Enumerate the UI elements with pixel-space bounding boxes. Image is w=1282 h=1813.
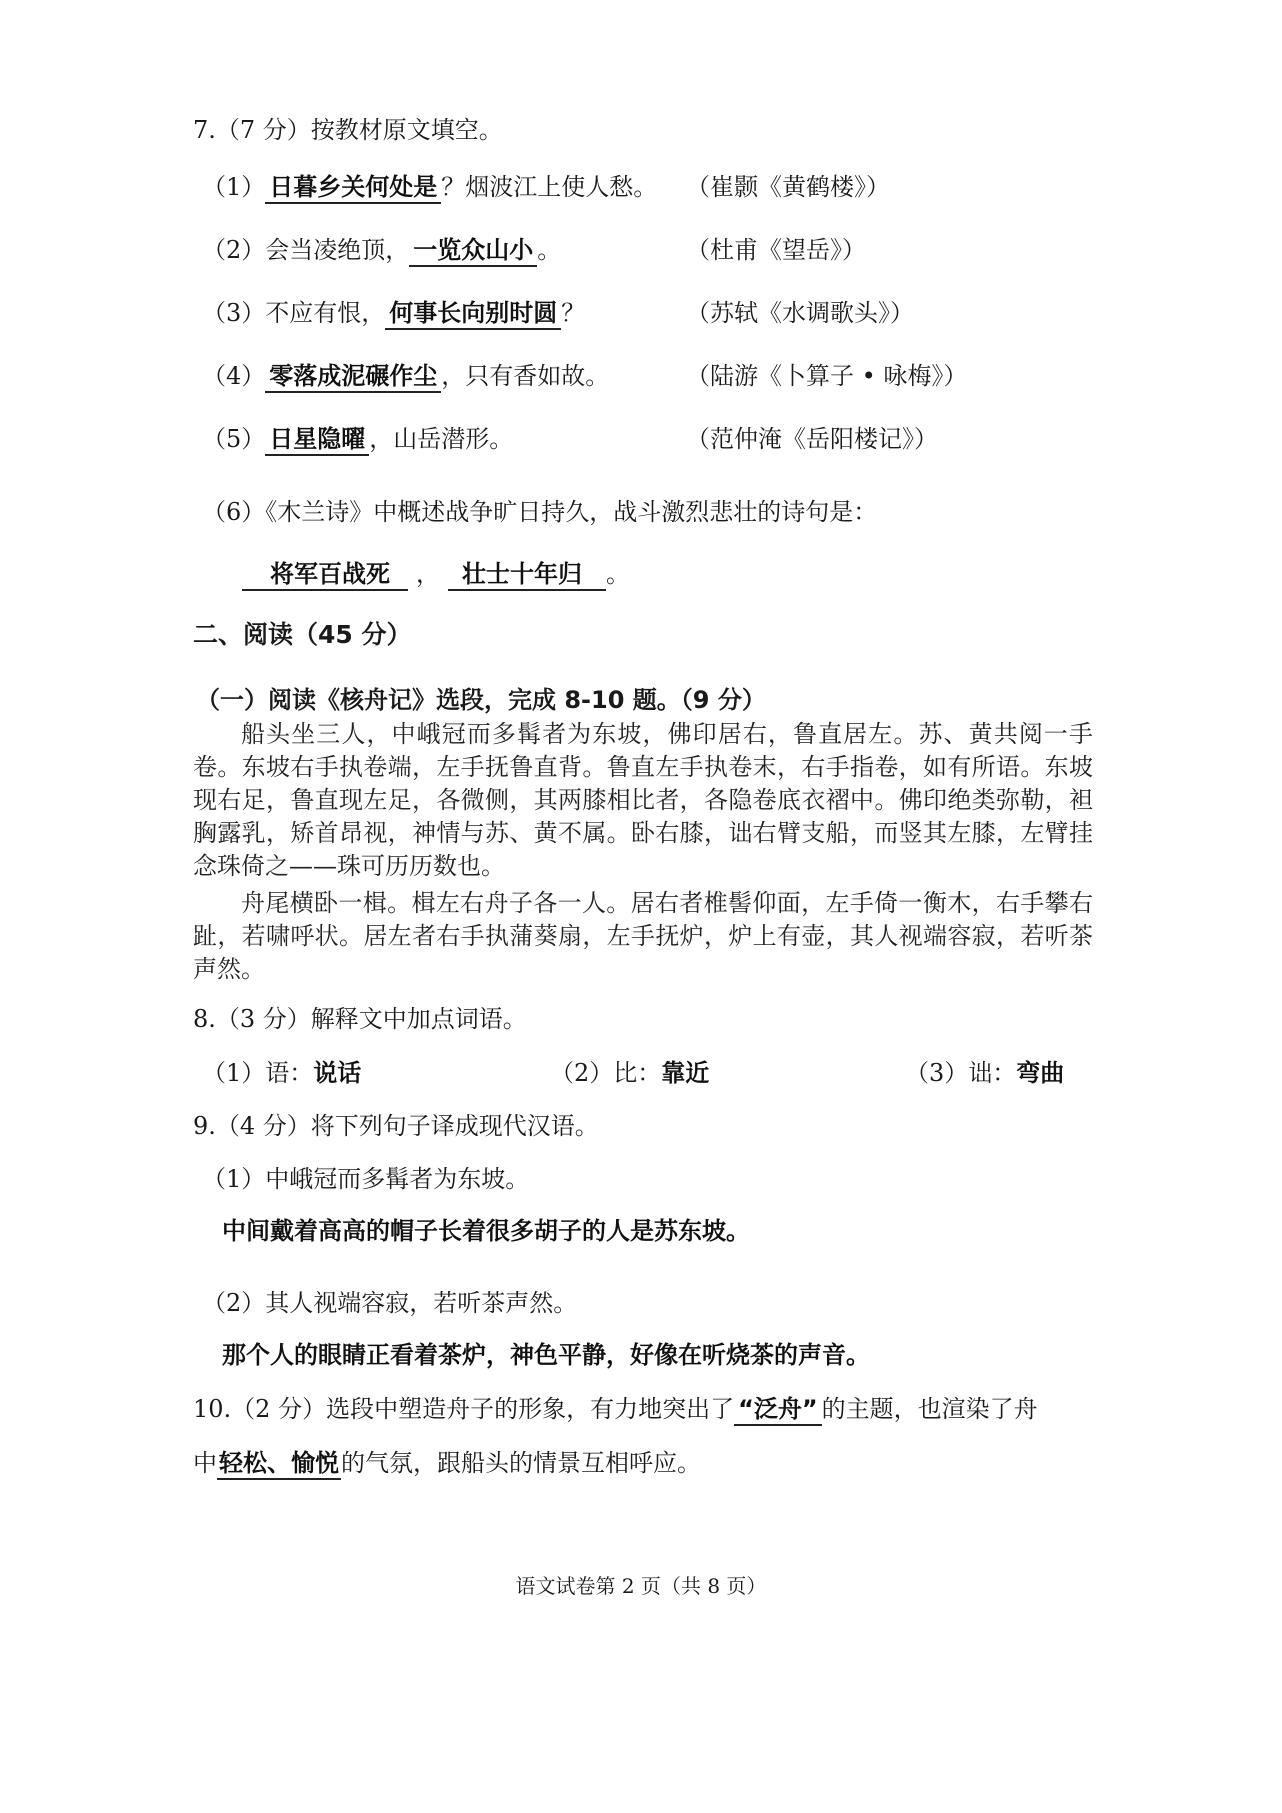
q7-answer-5: 日星隐曜 — [265, 424, 369, 456]
q7-answer-3: 何事长向别时圆 — [385, 298, 561, 330]
passage-paragraph-2: 舟尾横卧一楫。楫左右舟子各一人。居右者椎髻仰面，左手倚一衡木，右手攀右趾，若啸呼状。居左者右手执蒲葵扇，左手抚炉，炉上有壶，其人视端容寂，若听茶声然。 — [193, 889, 1093, 983]
q9-answer-1: 中间戴着高高的帽子长着很多胡子的人是苏东坡。 — [222, 1217, 750, 1245]
q7-header: 7.（7 分）按教材原文填空。 — [193, 116, 503, 144]
reading-subtitle: （一）阅读《核舟记》选段，完成 8-10 题。（9 分） — [196, 686, 766, 714]
q7-item-6-answer: 将军百战死 ， 壮士十年归 。 — [242, 558, 630, 591]
q7-item-6-prompt: （6）《木兰诗》中概述战争旷日持久，战斗激烈悲壮的诗句是： — [202, 498, 878, 526]
passage-paragraph-1: 船头坐三人，中峨冠而多髯者为东坡，佛印居右，鲁直居左。苏、黄共阅一手卷。东坡右手执卷端，左手抚鲁直背。鲁直左手执卷末，右手指卷，如有所语。东坡现右足，鲁直现左足，各微侧，其两膝相比者，各隐卷底衣褶中。佛印绝类弥勒，袒胸露乳，矫首昂视，神情与苏、黄不属。卧右膝，诎右臂支船，而竖其左膝，左臂挂念珠倚之——珠可历历数也。 — [193, 720, 1093, 880]
q7-source-1: （崔颢《黄鹤楼》） — [686, 173, 890, 201]
q8-answer-1: （1）语：说话 — [202, 1059, 362, 1087]
q7-item-1: （1） 日暮乡关何处是 ？烟波江上使人愁。 — [202, 171, 657, 204]
q7-answer-6a: 将军百战死 — [242, 559, 408, 591]
q7-source-5: （范仲淹《岳阳楼记》） — [686, 425, 938, 453]
q7-item-3: （3）不应有恨， 何事长向别时圆 ？ — [202, 297, 585, 330]
q10-answer-1: “泛舟” — [734, 1394, 822, 1426]
q8-answer-2: （2）比：靠近 — [550, 1059, 710, 1087]
q7-source-2: （杜甫《望岳》） — [686, 236, 866, 264]
q8-header: 8.（3 分）解释文中加点词语。 — [193, 1005, 527, 1033]
q10-answer-2: 轻松、愉悦 — [217, 1448, 341, 1480]
page-footer: 语文试卷第 2 页（共 8 页） — [515, 1574, 767, 1598]
q10-line-2: 中轻松、愉悦的气氛，跟船头的情景互相呼应。 — [193, 1447, 701, 1480]
q9-answer-2: 那个人的眼睛正看着茶炉，神色平静，好像在听烧茶的声音。 — [222, 1341, 870, 1369]
q7-answer-1: 日暮乡关何处是 — [265, 172, 441, 204]
q9-sentence-1: （1）中峨冠而多髯者为东坡。 — [202, 1165, 530, 1193]
q9-header: 9.（4 分）将下列句子译成现代汉语。 — [193, 1112, 599, 1140]
q7-item-4: （4） 零落成泥碾作尘 ，只有香如故。 — [202, 360, 609, 393]
q7-answer-2: 一览众山小 — [409, 235, 537, 267]
q10-line-1: 10.（2 分）选段中塑造舟子的形象，有力地突出了 “泛舟” 的主题，也渲染了舟 — [193, 1393, 1038, 1426]
q7-item-5: （5） 日星隐曜 ，山岳潜形。 — [202, 423, 513, 456]
q8-answer-3: （3）诎：弯曲 — [905, 1059, 1065, 1087]
q7-answer-4: 零落成泥碾作尘 — [265, 361, 441, 393]
q7-item-2: （2）会当凌绝顶， 一览众山小 。 — [202, 234, 561, 267]
q7-source-3: （苏轼《水调歌头》） — [686, 299, 914, 327]
q7-answer-6b: 壮士十年归 — [448, 559, 606, 591]
q9-sentence-2: （2）其人视端容寂，若听茶声然。 — [202, 1289, 578, 1317]
q7-source-4: （陆游《卜算子 • 咏梅》） — [686, 362, 968, 390]
section-title: 二、阅读（45 分） — [193, 620, 412, 649]
